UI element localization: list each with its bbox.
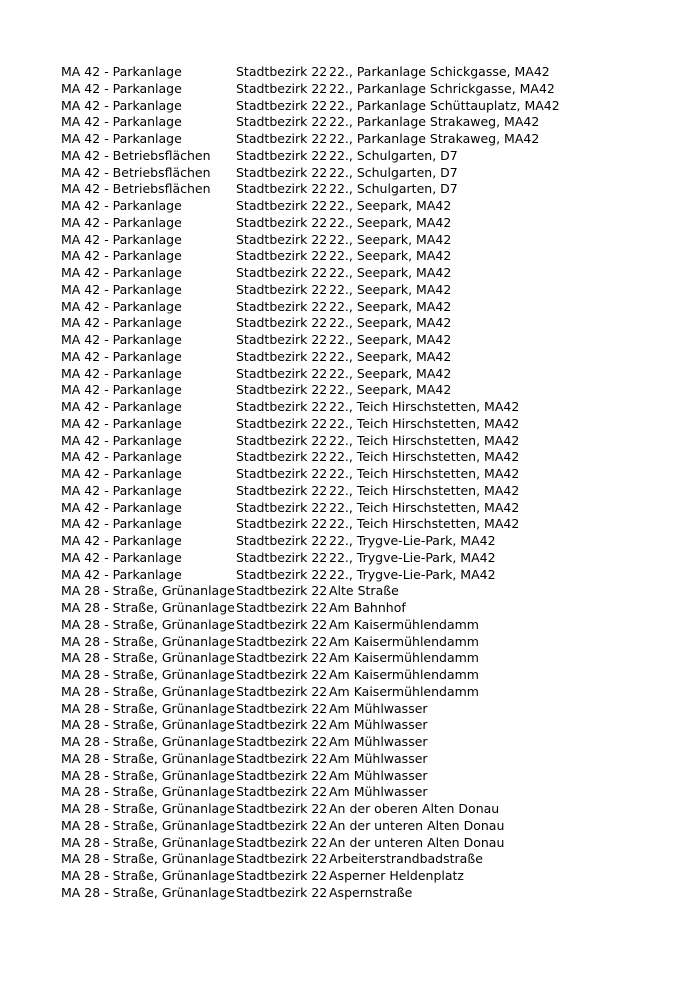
location-cell: 22., Seepark, MA42 <box>329 315 452 331</box>
location-cell: 22., Seepark, MA42 <box>329 382 452 398</box>
district-cell: Stadtbezirk 22 <box>236 884 328 900</box>
location-cell: 22., Parkanlage Schrickgasse, MA42 <box>329 80 555 96</box>
table-row <box>61 483 681 500</box>
department-cell: MA 28 - Straße, Grünanlage <box>61 817 235 833</box>
location-cell: 22., Seepark, MA42 <box>329 198 452 213</box>
department-cell: MA 42 - Parkanlage <box>61 97 182 113</box>
department-cell: MA 42 - Betriebsflächen <box>61 147 211 163</box>
district-cell: Stadtbezirk 22 <box>236 248 328 264</box>
department-cell: MA 42 - Parkanlage <box>61 365 182 381</box>
district-cell: Stadtbezirk 22 <box>236 566 328 582</box>
location-cell: Am Mühlwasser <box>329 717 428 733</box>
table-row <box>61 701 681 718</box>
district-cell: Stadtbezirk 22 <box>236 750 328 766</box>
table-row <box>61 181 681 198</box>
location-cell: 22., Teich Hirschstetten, MA42 <box>329 415 520 431</box>
table-row <box>61 299 681 316</box>
location-cell: 22., Teich Hirschstetten, MA42 <box>329 432 520 448</box>
department-cell: MA 42 - Parkanlage <box>61 533 182 548</box>
table-row <box>61 516 681 533</box>
location-cell: Asperner Heldenplatz <box>329 868 464 883</box>
location-cell: 22., Parkanlage Schüttauplatz, MA42 <box>329 97 560 113</box>
department-cell: MA 42 - Parkanlage <box>61 198 182 213</box>
location-cell: 22., Trygve-Lie-Park, MA42 <box>329 533 496 548</box>
location-cell: 22., Teich Hirschstetten, MA42 <box>329 482 520 498</box>
listing-table <box>61 64 681 902</box>
table-row <box>61 801 681 818</box>
table-row <box>61 382 681 399</box>
district-cell: Stadtbezirk 22 <box>236 181 328 197</box>
location-cell: 22., Trygve-Lie-Park, MA42 <box>329 566 496 582</box>
district-cell: Stadtbezirk 22 <box>236 97 328 113</box>
location-cell: 22., Parkanlage Schickgasse, MA42 <box>329 64 550 79</box>
district-cell: Stadtbezirk 22 <box>236 298 328 314</box>
location-cell: 22., Schulgarten, D7 <box>329 164 458 180</box>
location-cell: Am Kaisermühlendamm <box>329 650 479 666</box>
table-row <box>61 550 681 567</box>
district-cell: Stadtbezirk 22 <box>236 415 328 431</box>
location-cell: 22., Teich Hirschstetten, MA42 <box>329 499 520 515</box>
location-cell: Am Kaisermühlendamm <box>329 633 479 649</box>
department-cell: MA 28 - Straße, Grünanlage <box>61 750 235 766</box>
location-cell: 22., Teich Hirschstetten, MA42 <box>329 399 520 414</box>
table-row <box>61 433 681 450</box>
location-cell: 22., Parkanlage Strakaweg, MA42 <box>329 131 540 146</box>
table-row <box>61 717 681 734</box>
district-cell: Stadtbezirk 22 <box>236 851 328 867</box>
table-row <box>61 248 681 265</box>
location-cell: Aspernstraße <box>329 884 413 900</box>
location-cell: 22., Seepark, MA42 <box>329 332 452 347</box>
district-cell: Stadtbezirk 22 <box>236 700 328 716</box>
department-cell: MA 42 - Parkanlage <box>61 499 182 515</box>
district-cell: Stadtbezirk 22 <box>236 348 328 364</box>
table-row <box>61 751 681 768</box>
location-cell: 22., Teich Hirschstetten, MA42 <box>329 516 520 532</box>
district-cell: Stadtbezirk 22 <box>236 114 328 130</box>
department-cell: MA 42 - Parkanlage <box>61 332 182 347</box>
department-cell: MA 28 - Straße, Grünanlage <box>61 767 235 783</box>
location-cell: Am Kaisermühlendamm <box>329 667 479 682</box>
district-cell: Stadtbezirk 22 <box>236 315 328 331</box>
department-cell: MA 42 - Betriebsflächen <box>61 164 211 180</box>
department-cell: MA 42 - Parkanlage <box>61 432 182 448</box>
location-cell: An der oberen Alten Donau <box>329 801 500 816</box>
location-cell: 22., Seepark, MA42 <box>329 248 452 264</box>
table-row <box>61 349 681 366</box>
district-cell: Stadtbezirk 22 <box>236 449 328 465</box>
table-row <box>61 64 681 81</box>
location-cell: Am Mühlwasser <box>329 784 428 800</box>
location-cell: 22., Trygve-Lie-Park, MA42 <box>329 549 496 565</box>
table-row <box>61 198 681 215</box>
location-cell: An der unteren Alten Donau <box>329 817 505 833</box>
district-cell: Stadtbezirk 22 <box>236 499 328 515</box>
table-row <box>61 885 681 902</box>
department-cell: MA 42 - Parkanlage <box>61 516 182 532</box>
district-cell: Stadtbezirk 22 <box>236 633 328 649</box>
table-row <box>61 600 681 617</box>
location-cell: 22., Seepark, MA42 <box>329 281 452 297</box>
location-cell: Am Kaisermühlendamm <box>329 616 479 632</box>
district-cell: Stadtbezirk 22 <box>236 600 328 615</box>
department-cell: MA 42 - Parkanlage <box>61 64 182 79</box>
location-cell: 22., Seepark, MA42 <box>329 265 452 280</box>
district-cell: Stadtbezirk 22 <box>236 734 328 749</box>
department-cell: MA 28 - Straße, Grünanlage <box>61 683 235 699</box>
table-row <box>61 734 681 751</box>
department-cell: MA 42 - Parkanlage <box>61 348 182 364</box>
department-cell: MA 28 - Straße, Grünanlage <box>61 583 235 599</box>
location-cell: 22., Teich Hirschstetten, MA42 <box>329 449 520 465</box>
table-row <box>61 366 681 383</box>
table-row <box>61 818 681 835</box>
location-cell: 22., Seepark, MA42 <box>329 348 452 364</box>
district-cell: Stadtbezirk 22 <box>236 365 328 381</box>
table-row <box>61 634 681 651</box>
location-cell: 22., Seepark, MA42 <box>329 365 452 381</box>
department-cell: MA 28 - Straße, Grünanlage <box>61 734 235 749</box>
district-cell: Stadtbezirk 22 <box>236 667 328 682</box>
table-row <box>61 265 681 282</box>
district-cell: Stadtbezirk 22 <box>236 198 328 213</box>
department-cell: MA 42 - Parkanlage <box>61 566 182 582</box>
table-row <box>61 650 681 667</box>
table-row <box>61 868 681 885</box>
location-cell: 22., Schulgarten, D7 <box>329 181 458 197</box>
district-cell: Stadtbezirk 22 <box>236 516 328 532</box>
table-row <box>61 215 681 232</box>
district-cell: Stadtbezirk 22 <box>236 683 328 699</box>
table-row <box>61 617 681 634</box>
district-cell: Stadtbezirk 22 <box>236 80 328 96</box>
table-row <box>61 148 681 165</box>
table-row <box>61 466 681 483</box>
table-row <box>61 114 681 131</box>
district-cell: Stadtbezirk 22 <box>236 399 328 414</box>
department-cell: MA 28 - Straße, Grünanlage <box>61 801 235 816</box>
location-cell: Alte Straße <box>329 583 399 599</box>
department-cell: MA 42 - Parkanlage <box>61 399 182 414</box>
district-cell: Stadtbezirk 22 <box>236 332 328 347</box>
location-cell: 22., Parkanlage Strakaweg, MA42 <box>329 114 540 130</box>
location-cell: 22., Seepark, MA42 <box>329 298 452 314</box>
district-cell: Stadtbezirk 22 <box>236 801 328 816</box>
department-cell: MA 28 - Straße, Grünanlage <box>61 834 235 850</box>
district-cell: Stadtbezirk 22 <box>236 650 328 666</box>
district-cell: Stadtbezirk 22 <box>236 265 328 280</box>
department-cell: MA 42 - Parkanlage <box>61 466 182 481</box>
department-cell: MA 42 - Parkanlage <box>61 382 182 398</box>
district-cell: Stadtbezirk 22 <box>236 482 328 498</box>
table-row <box>61 165 681 182</box>
department-cell: MA 28 - Straße, Grünanlage <box>61 600 235 615</box>
department-cell: MA 42 - Betriebsflächen <box>61 181 211 197</box>
department-cell: MA 42 - Parkanlage <box>61 449 182 465</box>
district-cell: Stadtbezirk 22 <box>236 64 328 79</box>
department-cell: MA 42 - Parkanlage <box>61 231 182 247</box>
table-row <box>61 835 681 852</box>
department-cell: MA 42 - Parkanlage <box>61 482 182 498</box>
department-cell: MA 28 - Straße, Grünanlage <box>61 884 235 900</box>
department-cell: MA 28 - Straße, Grünanlage <box>61 717 235 733</box>
table-row <box>61 81 681 98</box>
district-cell: Stadtbezirk 22 <box>236 583 328 599</box>
district-cell: Stadtbezirk 22 <box>236 231 328 247</box>
district-cell: Stadtbezirk 22 <box>236 549 328 565</box>
location-cell: 22., Schulgarten, D7 <box>329 147 458 163</box>
department-cell: MA 42 - Parkanlage <box>61 415 182 431</box>
department-cell: MA 28 - Straße, Grünanlage <box>61 633 235 649</box>
department-cell: MA 42 - Parkanlage <box>61 80 182 96</box>
location-cell: Arbeiterstrandbadstraße <box>329 851 483 867</box>
table-row <box>61 449 681 466</box>
table-row <box>61 500 681 517</box>
department-cell: MA 28 - Straße, Grünanlage <box>61 667 235 682</box>
district-cell: Stadtbezirk 22 <box>236 616 328 632</box>
district-cell: Stadtbezirk 22 <box>236 767 328 783</box>
district-cell: Stadtbezirk 22 <box>236 147 328 163</box>
department-cell: MA 42 - Parkanlage <box>61 549 182 565</box>
district-cell: Stadtbezirk 22 <box>236 131 328 146</box>
table-row <box>61 131 681 148</box>
department-cell: MA 42 - Parkanlage <box>61 298 182 314</box>
table-row <box>61 399 681 416</box>
location-cell: 22., Seepark, MA42 <box>329 214 452 230</box>
district-cell: Stadtbezirk 22 <box>236 466 328 481</box>
department-cell: MA 42 - Parkanlage <box>61 248 182 264</box>
location-cell: Am Mühlwasser <box>329 767 428 783</box>
department-cell: MA 42 - Parkanlage <box>61 214 182 230</box>
department-cell: MA 28 - Straße, Grünanlage <box>61 851 235 867</box>
district-cell: Stadtbezirk 22 <box>236 281 328 297</box>
table-row <box>61 416 681 433</box>
table-row <box>61 98 681 115</box>
district-cell: Stadtbezirk 22 <box>236 817 328 833</box>
location-cell: Am Bahnhof <box>329 600 406 615</box>
location-cell: Am Kaisermühlendamm <box>329 683 479 699</box>
department-cell: MA 28 - Straße, Grünanlage <box>61 700 235 716</box>
table-row <box>61 567 681 584</box>
table-row <box>61 667 681 684</box>
department-cell: MA 28 - Straße, Grünanlage <box>61 650 235 666</box>
department-cell: MA 28 - Straße, Grünanlage <box>61 616 235 632</box>
department-cell: MA 42 - Parkanlage <box>61 131 182 146</box>
location-cell: Am Mühlwasser <box>329 734 428 749</box>
table-row <box>61 533 681 550</box>
department-cell: MA 42 - Parkanlage <box>61 114 182 130</box>
department-cell: MA 42 - Parkanlage <box>61 315 182 331</box>
table-row <box>61 282 681 299</box>
district-cell: Stadtbezirk 22 <box>236 784 328 800</box>
location-cell: 22., Teich Hirschstetten, MA42 <box>329 466 520 481</box>
department-cell: MA 28 - Straße, Grünanlage <box>61 784 235 800</box>
location-cell: Am Mühlwasser <box>329 700 428 716</box>
table-row <box>61 684 681 701</box>
department-cell: MA 42 - Parkanlage <box>61 281 182 297</box>
location-cell: An der unteren Alten Donau <box>329 834 505 850</box>
district-cell: Stadtbezirk 22 <box>236 214 328 230</box>
district-cell: Stadtbezirk 22 <box>236 164 328 180</box>
location-cell: Am Mühlwasser <box>329 750 428 766</box>
district-cell: Stadtbezirk 22 <box>236 717 328 733</box>
table-row <box>61 784 681 801</box>
table-row <box>61 232 681 249</box>
table-row <box>61 583 681 600</box>
table-row <box>61 332 681 349</box>
district-cell: Stadtbezirk 22 <box>236 432 328 448</box>
department-cell: MA 42 - Parkanlage <box>61 265 182 280</box>
district-cell: Stadtbezirk 22 <box>236 834 328 850</box>
district-cell: Stadtbezirk 22 <box>236 382 328 398</box>
district-cell: Stadtbezirk 22 <box>236 533 328 548</box>
table-row <box>61 851 681 868</box>
district-cell: Stadtbezirk 22 <box>236 868 328 883</box>
table-row <box>61 315 681 332</box>
location-cell: 22., Seepark, MA42 <box>329 231 452 247</box>
department-cell: MA 28 - Straße, Grünanlage <box>61 868 235 883</box>
table-row <box>61 768 681 785</box>
